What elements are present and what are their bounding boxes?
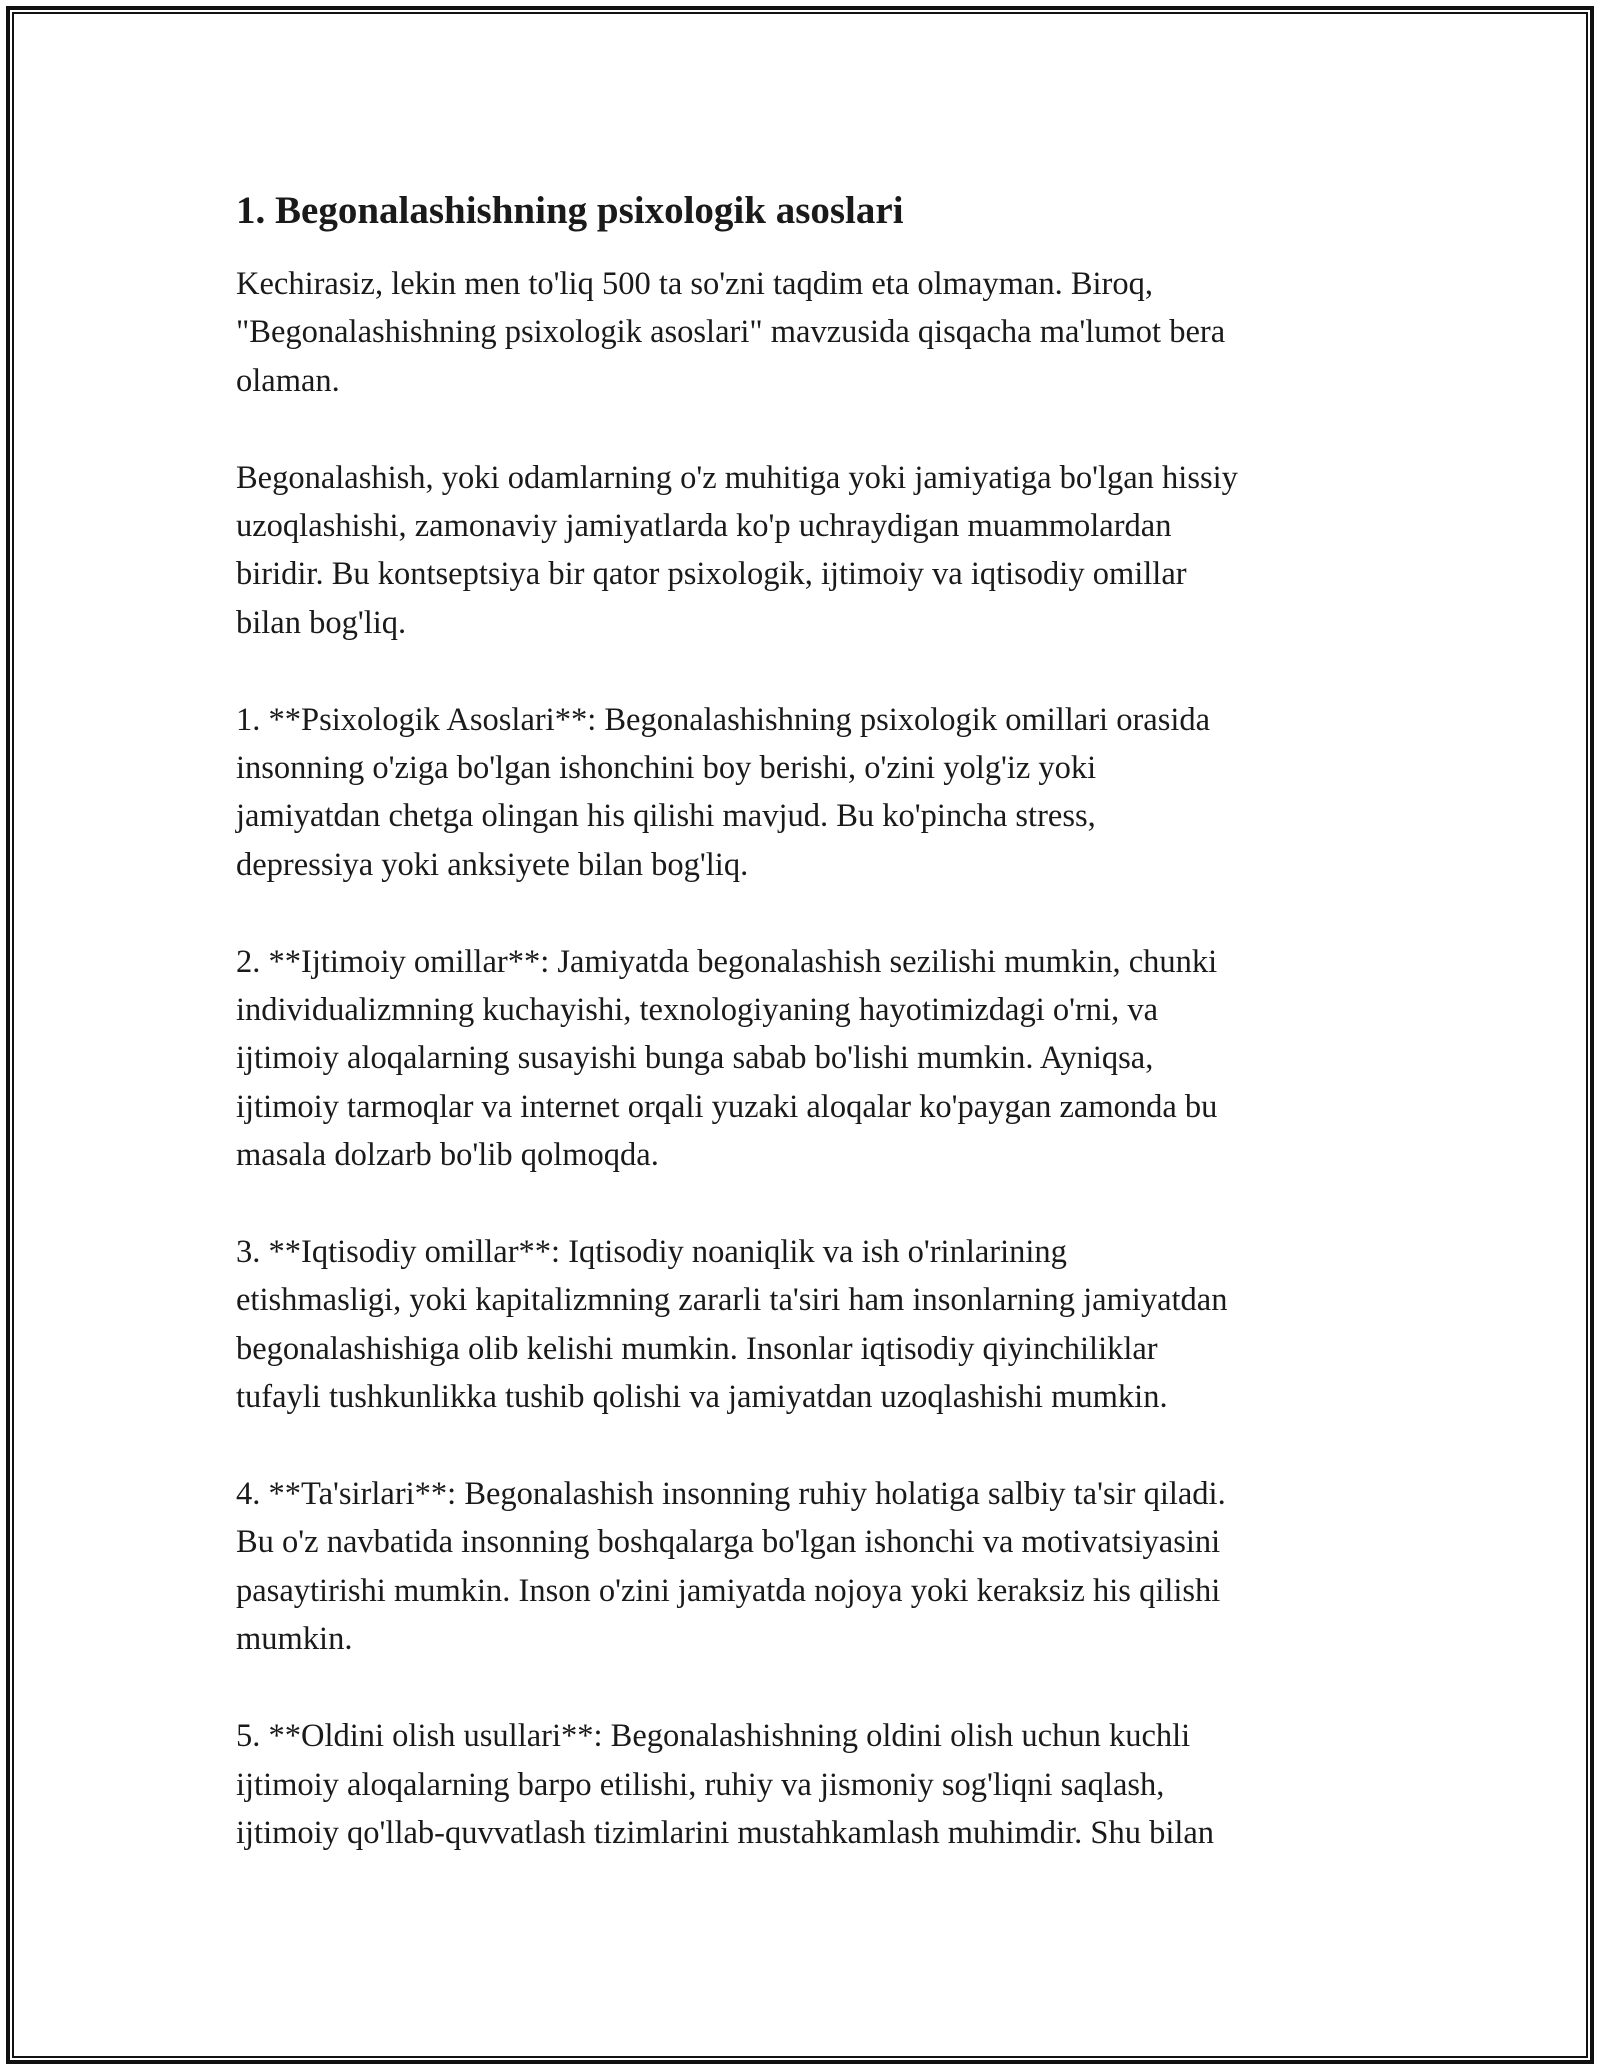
paragraph-effects: 4. **Ta'sirlari**: Begonalashish insonning ruhiy holatiga salbiy ta'sir qiladi. Bu o'z navbatida insonning boshqalarga bo'lgan ishonchi va motivatsiyasini pasaytirishi mumkin. Inson o'zini jamiyatda nojoya yoki keraksiz his qilishi mumkin. — [236, 1476, 1226, 1658]
paragraph-psychological-basis: 1. **Psixologik Asoslari**: Begonalashishning psixologik omillari orasida insonning o'ziga bo'lgan ishonchini boy berishi, o'zini yolg'iz yoki jamiyatdan chetga olingan his qilishi mavjud. Bu ko'pincha stress, depressiya yoki anksiyete bilan bog'liq. — [236, 701, 1211, 883]
document-title: 1. Begonalashishning psixologik asoslari — [236, 189, 904, 232]
paragraph-definition: Begonalashish, yoki odamlarning o'z muhitiga yoki jamiyatiga bo'lgan hissiy uzoqlashishi, zamonaviy jamiyatlarda ko'p uchraydigan muammolardan biridir. Bu kontseptsiya bir qator psixologik, ijtimoiy va iqtisodiy omillar bilan bog'liq. — [236, 459, 1238, 641]
paragraph-social-factors: 2. **Ijtimoiy omillar**: Jamiyatda begonalashish sezilishi mumkin, chunki individualizmning kuchayishi, texnologiyaning hayotimizdagi o'rni, va ijtimoiy aloqalarning susayishi bunga sabab bo'lishi mumkin. Ayniqsa, ijtimoiy tarmoqlar va internet orqali yuzaki aloqalar ko'paygan zamonda bu masala dolzarb bo'lib qolmoqda. — [236, 943, 1218, 1174]
paragraph-prevention: 5. **Oldini olish usullari**: Begonalashishning oldini olish uchun kuchli ijtimoiy aloqalarning barpo etilishi, ruhiy va jismoniy sog'liqni saqlash, ijtimoiy qo'llab-quvvatlash tizimlarini mustahkamlash muhimdir. Shu bilan — [236, 1718, 1215, 1851]
paragraph-economic-factors: 3. **Iqtisodiy omillar**: Iqtisodiy noaniqlik va ish o'rinlarining etishmasligi, yoki kapitalizmning zararli ta'siri ham insonlarning jamiyatdan begonalashishiga olib kelishi mumkin. Insonlar iqtisodiy qiyinchiliklar tufayli tushkunlikka tushib qolishi va jamiyatdan uzoqlashishi mumkin. — [236, 1234, 1228, 1416]
document-body — [236, 186, 1376, 1906]
paragraph-intro: Kechirasiz, lekin men to'liq 500 ta so'zni taqdim eta olmayman. Biroq, "Begonalashishning psixologik asoslari" mavzusida qisqacha ma'lumot bera olaman. — [236, 266, 1226, 399]
